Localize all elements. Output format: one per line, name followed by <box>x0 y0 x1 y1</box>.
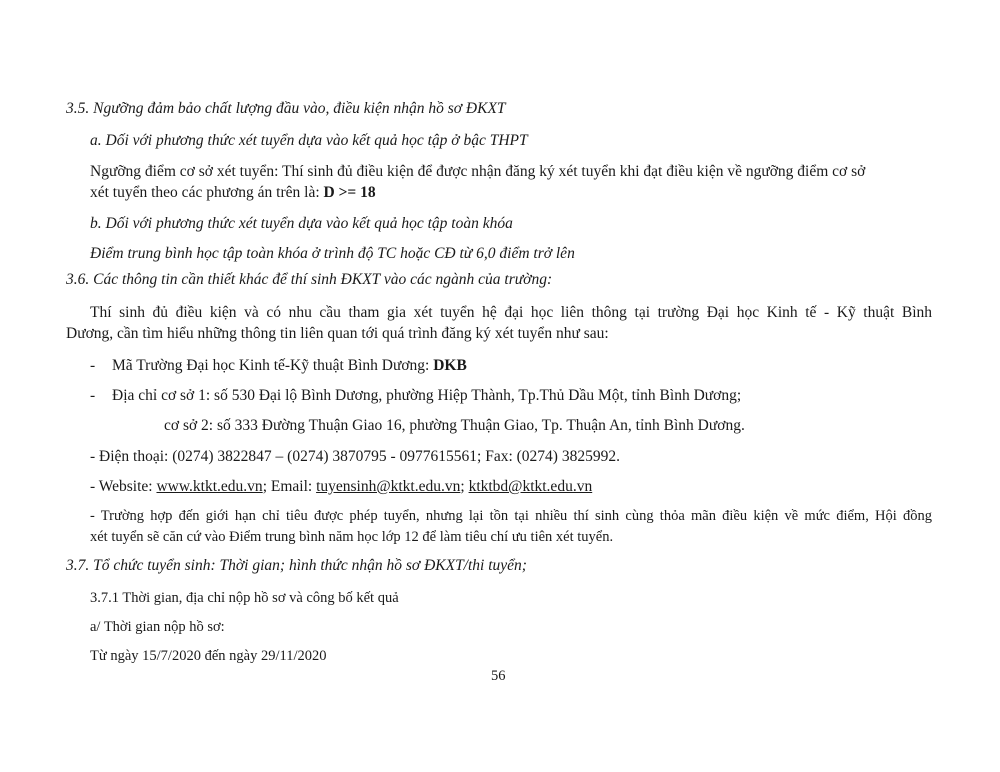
bullet-dash: - <box>90 357 96 374</box>
bullet-dash: - <box>90 387 96 404</box>
section-3-5-a-heading: a. Dối với phương thức xét tuyển dựa vào kết quả học tập ở bậc THPT <box>90 132 528 149</box>
website-link[interactable]: www.ktkt.edu.vn <box>156 478 263 495</box>
separator: ; <box>460 478 469 495</box>
threshold-label: xét tuyển theo các phương án trên là: <box>90 184 324 201</box>
phone-fax-line: - Điện thoại: (0274) 3822847 – (0274) 3870795 - 0977615561; Fax: (0274) 3825992. <box>90 448 620 465</box>
page-number: 56 <box>491 668 506 684</box>
gpa-requirement: Điểm trung bình học tập toàn khóa ở trình độ TC hoặc CĐ từ 6,0 điểm trở lên <box>90 245 575 262</box>
address-campus-2: cơ sở 2: số 333 Đường Thuận Giao 16, phường Thuận Giao, Tp. Thuận An, tỉnh Bình Dương. <box>164 417 745 434</box>
submission-dates: Từ ngày 15/7/2020 đến ngày 29/11/2020 <box>90 648 327 664</box>
tie-break-note-line2: xét tuyển sẽ căn cứ vào Điểm trung bình năm học lớp 12 để làm tiêu chí ưu tiên xét tuyển. <box>90 529 614 545</box>
website-label: - Website: <box>90 478 157 495</box>
address-campus-1: Địa chỉ cơ sở 1: số 530 Đại lộ Bình Dương, phường Hiệp Thành, Tp.Thủ Dầu Một, tỉnh Bình Dương; <box>112 387 742 404</box>
threshold-text-line1: Ngưỡng điểm cơ sở xét tuyển: Thí sinh đủ điều kiện để được nhận đăng ký xét tuyển khi đạt điều kiện về ngưỡng điểm cơ sở <box>90 163 866 180</box>
section-3-5-b-heading: b. Dối với phương thức xét tuyển dựa vào kết quả học tập toàn khóa <box>90 215 513 232</box>
section-3-6-heading: 3.6. Các thông tin cần thiết khác để thí sinh ĐKXT vào các ngành của trường: <box>66 271 553 288</box>
threshold-text-line2 <box>90 183 376 203</box>
contact-line <box>90 477 592 497</box>
school-code-line <box>112 356 467 376</box>
email-label: ; Email: <box>262 478 317 495</box>
section-3-7-heading: 3.7. Tổ chức tuyển sinh: Thời gian; hình thức nhận hồ sơ ĐKXT/thi tuyển; <box>66 557 527 574</box>
intro-line1: Thí sinh đủ điều kiện và có nhu cầu tham gia xét tuyển hệ đại học liên thông tại trường Đại học Kinh tế - Kỹ thuật Bình <box>90 304 932 321</box>
email-link-tuyensinh[interactable]: tuyensinh@ktkt.edu.vn <box>316 478 461 495</box>
tie-break-note-line1: - Trường hợp đến giới hạn chỉ tiêu được phép tuyển, nhưng lại tồn tại nhiều thí sinh cùng thỏa mãn điều kiện về mức điểm, Hội đồng <box>90 508 932 524</box>
intro-line2: Dương, cần tìm hiểu những thông tin liên quan tới quá trình đăng ký xét tuyển như sau: <box>66 325 609 342</box>
school-code-label: Mã Trường Đại học Kinh tế-Kỹ thuật Bình Dương: <box>112 357 434 374</box>
section-3-5-heading: 3.5. Ngưỡng đảm bảo chất lượng đầu vào, điều kiện nhận hồ sơ ĐKXT <box>66 100 506 117</box>
threshold-value: D >= 18 <box>323 184 376 201</box>
email-link-ktktbd[interactable]: ktktbd@ktkt.edu.vn <box>468 478 593 495</box>
school-code: DKB <box>433 357 467 374</box>
submission-time-label: a/ Thời gian nộp hồ sơ: <box>90 619 225 635</box>
section-3-7-1-heading: 3.7.1 Thời gian, địa chỉ nộp hồ sơ và công bố kết quả <box>90 590 399 606</box>
